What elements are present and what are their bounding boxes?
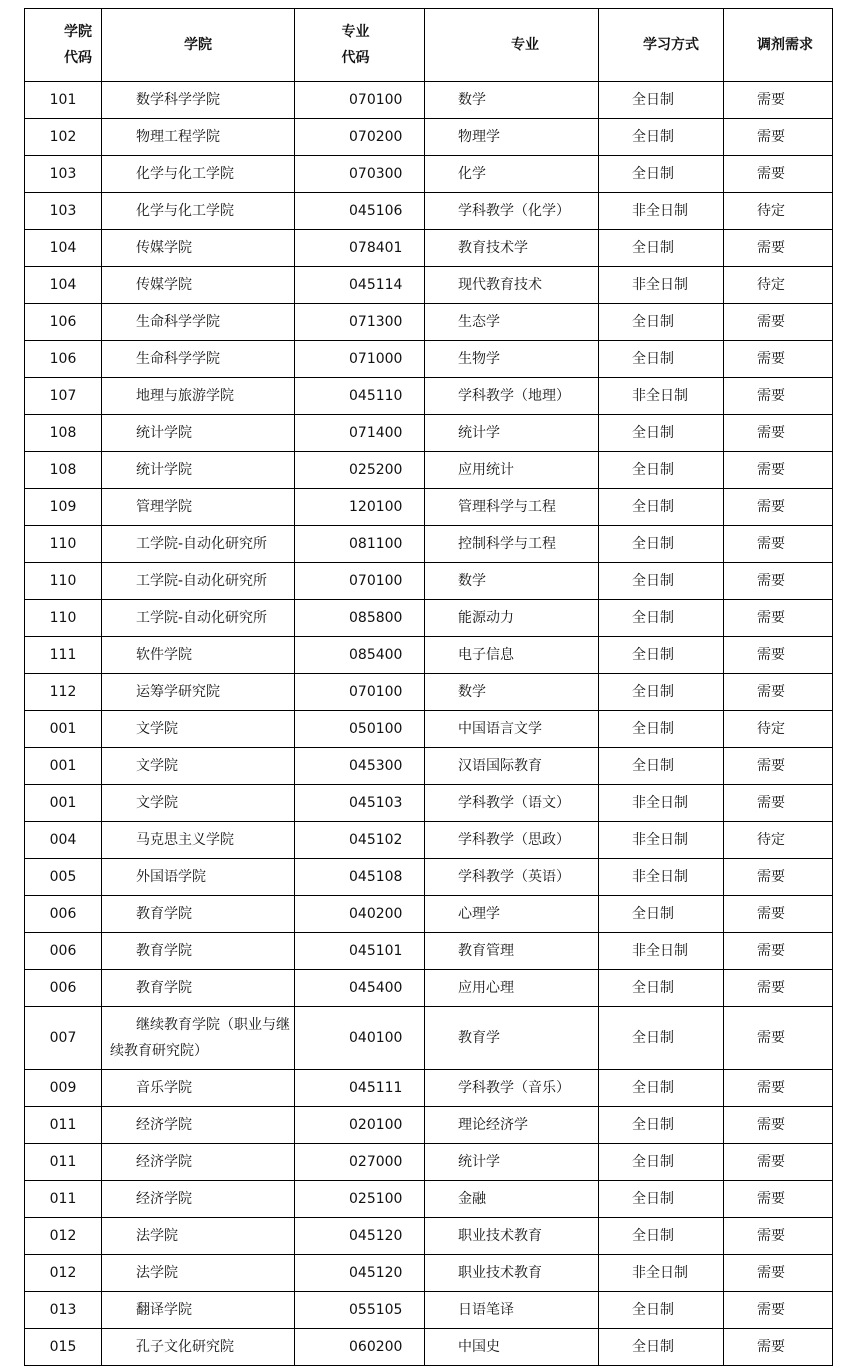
adjustment-need-cell: 需要 [724,415,833,452]
study-mode-cell: 全日制 [599,452,724,489]
college-code-cell: 108 [25,415,102,452]
major-code-cell: 045400 [295,970,425,1007]
college-code-cell: 013 [25,1292,102,1329]
college-code-cell: 007 [25,1007,102,1070]
major-cell: 管理科学与工程 [425,489,599,526]
table-row [25,230,833,267]
major-cell: 金融 [425,1181,599,1218]
table-row [25,1144,833,1181]
major-cell: 学科教学（语文） [425,785,599,822]
adjustment-need-cell: 待定 [724,267,833,304]
college-cell: 化学与化工学院 [102,193,295,230]
major-cell: 教育管理 [425,933,599,970]
adjustment-need-cell: 需要 [724,674,833,711]
major-cell: 应用心理 [425,970,599,1007]
table-row [25,785,833,822]
study-mode-cell: 全日制 [599,1070,724,1107]
major-cell: 中国语言文学 [425,711,599,748]
major-cell: 中国史 [425,1329,599,1366]
college-cell: 传媒学院 [102,230,295,267]
college-cell: 管理学院 [102,489,295,526]
college-code-cell: 102 [25,119,102,156]
major-cell: 教育技术学 [425,230,599,267]
adjustment-need-cell: 需要 [724,1181,833,1218]
college-code-cell: 110 [25,526,102,563]
table-row [25,415,833,452]
adjustment-need-cell: 需要 [724,1218,833,1255]
major-code-cell: 027000 [295,1144,425,1181]
major-code-cell: 045111 [295,1070,425,1107]
college-code-cell: 001 [25,785,102,822]
college-code-cell: 106 [25,341,102,378]
major-code-cell: 071400 [295,415,425,452]
college-cell: 马克思主义学院 [102,822,295,859]
table-row [25,1292,833,1329]
college-cell: 物理工程学院 [102,119,295,156]
table-row [25,970,833,1007]
college-cell: 文学院 [102,748,295,785]
study-mode-cell: 非全日制 [599,193,724,230]
college-code-cell: 009 [25,1070,102,1107]
adjustment-need-cell: 待定 [724,822,833,859]
table-row [25,563,833,600]
study-mode-cell: 全日制 [599,526,724,563]
major-cell: 学科教学（化学） [425,193,599,230]
major-cell: 数学 [425,82,599,119]
table-row [25,82,833,119]
college-code-cell: 011 [25,1181,102,1218]
adjustment-need-cell: 待定 [724,711,833,748]
adjustment-need-cell: 需要 [724,637,833,674]
major-code-cell: 025100 [295,1181,425,1218]
college-cell: 经济学院 [102,1107,295,1144]
table-row [25,1181,833,1218]
major-cell: 职业技术教育 [425,1218,599,1255]
adjustment-need-cell: 需要 [724,1329,833,1366]
college-code-cell: 110 [25,600,102,637]
table-row [25,119,833,156]
study-mode-cell: 全日制 [599,1007,724,1070]
study-mode-cell: 非全日制 [599,933,724,970]
college-code-cell: 103 [25,156,102,193]
college-cell: 教育学院 [102,896,295,933]
adjustment-need-cell: 需要 [724,896,833,933]
header-college-code [25,9,102,82]
major-code-cell: 070100 [295,82,425,119]
adjustment-need-cell: 需要 [724,341,833,378]
table-row [25,526,833,563]
major-code-cell: 070300 [295,156,425,193]
study-mode-cell: 全日制 [599,230,724,267]
adjustment-need-cell: 需要 [724,156,833,193]
college-cell: 音乐学院 [102,1070,295,1107]
major-code-cell: 045110 [295,378,425,415]
study-mode-cell: 全日制 [599,600,724,637]
college-code-cell: 104 [25,267,102,304]
adjustment-need-cell: 需要 [724,600,833,637]
college-code-cell: 108 [25,452,102,489]
major-cell: 应用统计 [425,452,599,489]
table-row [25,859,833,896]
major-cell: 学科教学（地理） [425,378,599,415]
major-cell: 学科教学（英语） [425,859,599,896]
adjustment-need-cell: 需要 [724,1255,833,1292]
study-mode-cell: 全日制 [599,1107,724,1144]
study-mode-cell: 全日制 [599,304,724,341]
major-code-cell: 085400 [295,637,425,674]
header-college-code-line1: 学院 [64,24,92,40]
college-code-cell: 101 [25,82,102,119]
major-cell: 统计学 [425,1144,599,1181]
major-code-cell: 120100 [295,489,425,526]
table-row [25,193,833,230]
study-mode-cell: 非全日制 [599,822,724,859]
table-row [25,896,833,933]
major-code-cell: 070100 [295,563,425,600]
adjustment-need-cell: 需要 [724,378,833,415]
table-row [25,748,833,785]
table-row [25,674,833,711]
study-mode-cell: 全日制 [599,970,724,1007]
table-body [25,82,833,1366]
major-cell: 心理学 [425,896,599,933]
header-college-code-line2: 代码 [64,50,92,66]
major-cell: 控制科学与工程 [425,526,599,563]
college-cell: 工学院-自动化研究所 [102,600,295,637]
study-mode-cell: 非全日制 [599,1255,724,1292]
college-code-cell: 111 [25,637,102,674]
table-row [25,933,833,970]
college-code-cell: 001 [25,748,102,785]
college-code-cell: 011 [25,1107,102,1144]
adjustment-need-cell: 需要 [724,230,833,267]
table-header [25,9,833,82]
study-mode-cell: 全日制 [599,1218,724,1255]
study-mode-cell: 全日制 [599,896,724,933]
college-code-cell: 109 [25,489,102,526]
college-cell: 生命科学学院 [102,341,295,378]
college-cell: 外国语学院 [102,859,295,896]
study-mode-cell: 全日制 [599,119,724,156]
college-code-cell: 012 [25,1255,102,1292]
college-cell: 孔子文化研究院 [102,1329,295,1366]
college-cell: 工学院-自动化研究所 [102,526,295,563]
major-code-cell: 071000 [295,341,425,378]
major-cell: 汉语国际教育 [425,748,599,785]
study-mode-cell: 非全日制 [599,267,724,304]
table-row [25,156,833,193]
adjustment-need-cell: 需要 [724,452,833,489]
major-code-cell: 081100 [295,526,425,563]
college-cell: 法学院 [102,1218,295,1255]
adjustment-need-cell: 需要 [724,933,833,970]
major-cell: 物理学 [425,119,599,156]
college-cell: 统计学院 [102,415,295,452]
study-mode-cell: 全日制 [599,1144,724,1181]
major-cell: 数学 [425,674,599,711]
table-row [25,378,833,415]
table-row [25,711,833,748]
major-cell: 日语笔译 [425,1292,599,1329]
college-code-cell: 011 [25,1144,102,1181]
adjustment-need-cell: 需要 [724,82,833,119]
table-row [25,1070,833,1107]
college-cell: 地理与旅游学院 [102,378,295,415]
adjustment-need-cell: 需要 [724,970,833,1007]
college-code-cell: 015 [25,1329,102,1366]
college-cell: 文学院 [102,785,295,822]
major-code-cell: 070200 [295,119,425,156]
study-mode-cell: 全日制 [599,489,724,526]
table-row [25,1218,833,1255]
major-code-cell: 060200 [295,1329,425,1366]
adjustment-need-cell: 需要 [724,1070,833,1107]
adjustment-need-cell: 需要 [724,748,833,785]
table-row [25,822,833,859]
college-cell: 经济学院 [102,1144,295,1181]
college-cell: 传媒学院 [102,267,295,304]
college-cell: 继续教育学院（职业与继续教育研究院） [102,1007,295,1070]
major-cell: 能源动力 [425,600,599,637]
table-row [25,341,833,378]
major-code-cell: 020100 [295,1107,425,1144]
study-mode-cell: 全日制 [599,674,724,711]
adjustment-need-cell: 需要 [724,304,833,341]
header-major-code-line2: 代码 [341,50,370,66]
table-row [25,304,833,341]
table-row [25,1007,833,1070]
study-mode-cell: 全日制 [599,156,724,193]
college-code-cell: 103 [25,193,102,230]
major-code-cell: 070100 [295,674,425,711]
study-mode-cell: 全日制 [599,748,724,785]
major-cell: 学科教学（音乐） [425,1070,599,1107]
major-code-cell: 045101 [295,933,425,970]
college-cell: 文学院 [102,711,295,748]
major-code-cell: 045102 [295,822,425,859]
major-cell: 统计学 [425,415,599,452]
table-row [25,267,833,304]
adjustment-need-cell: 需要 [724,1007,833,1070]
college-cell: 数学科学学院 [102,82,295,119]
study-mode-cell: 全日制 [599,1329,724,1366]
major-code-cell: 045114 [295,267,425,304]
major-cell: 电子信息 [425,637,599,674]
adjustment-need-cell: 需要 [724,785,833,822]
major-cell: 化学 [425,156,599,193]
major-code-cell: 045108 [295,859,425,896]
college-code-cell: 001 [25,711,102,748]
major-code-cell: 040100 [295,1007,425,1070]
major-cell: 学科教学（思政） [425,822,599,859]
study-mode-cell: 全日制 [599,415,724,452]
college-code-cell: 006 [25,896,102,933]
major-code-cell: 085800 [295,600,425,637]
adjustment-need-cell: 需要 [724,526,833,563]
college-cell: 经济学院 [102,1181,295,1218]
major-cell: 理论经济学 [425,1107,599,1144]
college-cell: 翻译学院 [102,1292,295,1329]
table-row [25,1255,833,1292]
college-cell: 运筹学研究院 [102,674,295,711]
study-mode-cell: 非全日制 [599,785,724,822]
study-mode-cell: 全日制 [599,1181,724,1218]
college-code-cell: 004 [25,822,102,859]
college-cell: 生命科学学院 [102,304,295,341]
adjustment-need-cell: 需要 [724,563,833,600]
study-mode-cell: 非全日制 [599,378,724,415]
adjustment-need-cell: 待定 [724,193,833,230]
major-cell: 生物学 [425,341,599,378]
table-row [25,489,833,526]
college-cell: 教育学院 [102,933,295,970]
college-code-cell: 006 [25,933,102,970]
adjustment-need-cell: 需要 [724,1144,833,1181]
header-college: 学院 [102,9,295,82]
college-code-cell: 006 [25,970,102,1007]
college-code-cell: 112 [25,674,102,711]
major-cell: 现代教育技术 [425,267,599,304]
major-code-cell: 045300 [295,748,425,785]
adjustment-need-cell: 需要 [724,119,833,156]
major-code-cell: 045106 [295,193,425,230]
major-code-cell: 025200 [295,452,425,489]
college-cell: 法学院 [102,1255,295,1292]
study-mode-cell: 全日制 [599,637,724,674]
table-row [25,1107,833,1144]
college-cell: 化学与化工学院 [102,156,295,193]
table-row [25,452,833,489]
adjustment-need-cell: 需要 [724,859,833,896]
college-code-cell: 106 [25,304,102,341]
adjustment-table [24,8,833,1366]
major-cell: 数学 [425,563,599,600]
major-code-cell: 071300 [295,304,425,341]
college-code-cell: 110 [25,563,102,600]
major-code-cell: 045120 [295,1218,425,1255]
study-mode-cell: 全日制 [599,82,724,119]
header-row [25,9,833,82]
college-code-cell: 005 [25,859,102,896]
header-major-code-line1: 专业 [341,24,370,40]
study-mode-cell: 全日制 [599,563,724,600]
major-code-cell: 045103 [295,785,425,822]
table-row [25,1329,833,1366]
study-mode-cell: 全日制 [599,341,724,378]
major-cell: 生态学 [425,304,599,341]
adjustment-need-cell: 需要 [724,489,833,526]
study-mode-cell: 全日制 [599,711,724,748]
adjustment-need-cell: 需要 [724,1107,833,1144]
major-code-cell: 050100 [295,711,425,748]
major-cell: 教育学 [425,1007,599,1070]
college-cell: 教育学院 [102,970,295,1007]
header-major: 专业 [425,9,599,82]
college-code-cell: 104 [25,230,102,267]
adjustment-need-cell: 需要 [724,1292,833,1329]
study-mode-cell: 全日制 [599,1292,724,1329]
major-code-cell: 078401 [295,230,425,267]
major-code-cell: 055105 [295,1292,425,1329]
major-cell: 职业技术教育 [425,1255,599,1292]
table-row [25,600,833,637]
header-adjustment-need: 调剂需求 [724,9,833,82]
header-major-code [295,9,425,82]
college-code-cell: 107 [25,378,102,415]
college-cell: 软件学院 [102,637,295,674]
major-code-cell: 040200 [295,896,425,933]
college-cell: 统计学院 [102,452,295,489]
header-study-mode: 学习方式 [599,9,724,82]
table-row [25,637,833,674]
study-mode-cell: 非全日制 [599,859,724,896]
major-code-cell: 045120 [295,1255,425,1292]
college-cell: 工学院-自动化研究所 [102,563,295,600]
college-code-cell: 012 [25,1218,102,1255]
